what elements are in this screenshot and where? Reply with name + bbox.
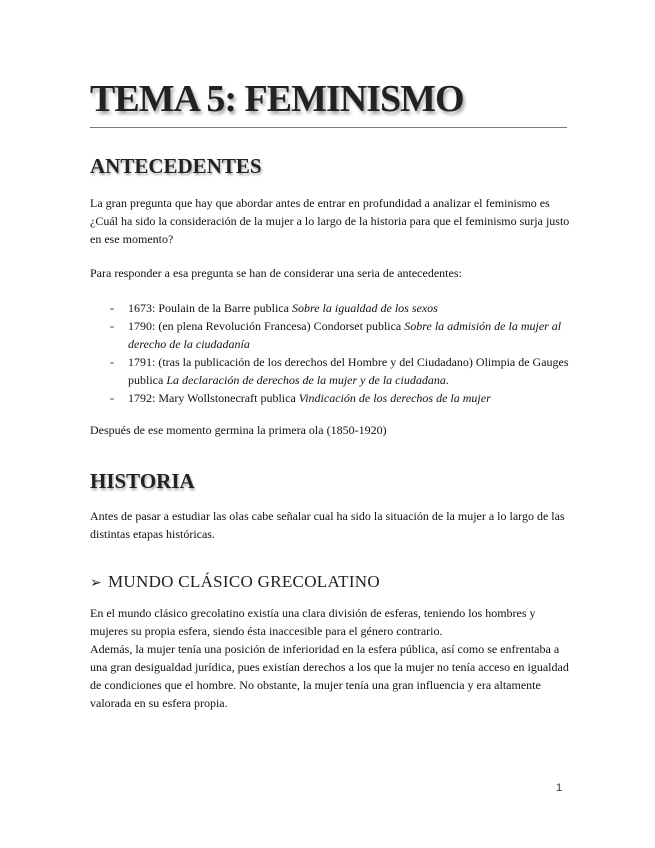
list-dash: - bbox=[110, 301, 114, 315]
antecedentes-paragraph-3: Después de ese momento germina la primera ola (1850-1920) bbox=[90, 423, 387, 437]
subheading-label: MUNDO CLÁSICO GRECOLATINO bbox=[108, 572, 380, 591]
page-number: 1 bbox=[556, 782, 563, 794]
list-item bbox=[90, 389, 570, 407]
title-underline bbox=[90, 127, 567, 128]
document-title: TEMA 5: FEMINISMO bbox=[90, 78, 464, 120]
list-item-text: 1673: Poulain de la Barre publica bbox=[128, 301, 292, 315]
mundo-clasico-paragraph-2: Además, la mujer tenía una posición de inferioridad en la esfera pública, así como se enfrentaba a una gran desigualdad jurídica, pues existían derechos a los que la mujer no tenía acceso en igualdad de condiciones que el hombre. No obstante, la mujer tenía una gran influencia y era altamente valorada en su esfera propia. bbox=[90, 642, 569, 710]
list-item bbox=[90, 353, 570, 389]
subheading-mundo-clasico bbox=[90, 571, 380, 595]
list-item-title: Sobre la admisión de la mujer al derecho de la ciudadanía bbox=[128, 319, 562, 351]
list-item bbox=[90, 299, 570, 317]
list-item-text: 1791: (tras la publicación de los derechos del Hombre y del Ciudadano) Olimpia de Gauges publica bbox=[128, 355, 569, 387]
list-item-text: 1792: Mary Wollstonecraft publica bbox=[128, 391, 299, 405]
list-item-tail: . bbox=[445, 373, 449, 387]
list-dash: - bbox=[110, 355, 114, 369]
historia-paragraph-1: Antes de pasar a estudiar las olas cabe señalar cual ha sido la situación de la mujer a lo largo de las distintas etapas históricas. bbox=[90, 509, 565, 541]
list-item-title: La declaración de derechos de la mujer y de la ciudadana bbox=[166, 373, 446, 387]
antecedentes-paragraph-1: La gran pregunta que hay que abordar antes de entrar en profundidad a analizar el feminismo es ¿Cuál ha sido la consideración de la mujer a lo largo de la historia para que el feminismo surja justo en ese momento? bbox=[90, 196, 570, 246]
list-dash: - bbox=[110, 391, 114, 405]
antecedentes-list bbox=[90, 299, 570, 407]
list-item-title: Sobre la igualdad de los sexos bbox=[291, 301, 438, 315]
list-item-text: 1790: (en plena Revolución Francesa) Condorset publica bbox=[128, 319, 405, 333]
mundo-clasico-paragraph-1: En el mundo clásico grecolatino existía una clara división de esferas, teniendo los hombres y mujeres su propia esfera, siendo ésta inaccesible para el género contrario. bbox=[90, 606, 536, 638]
arrow-bullet-icon: ➢ bbox=[90, 576, 103, 591]
list-item bbox=[90, 317, 570, 353]
list-dash: - bbox=[110, 319, 114, 333]
section-heading-antecedentes: ANTECEDENTES bbox=[90, 154, 262, 178]
antecedentes-paragraph-2: Para responder a esa pregunta se han de considerar una seria de antecedentes: bbox=[90, 266, 462, 280]
section-heading-historia: HISTORIA bbox=[90, 469, 195, 493]
list-item-title: Vindicación de los derechos de la mujer bbox=[298, 391, 491, 405]
